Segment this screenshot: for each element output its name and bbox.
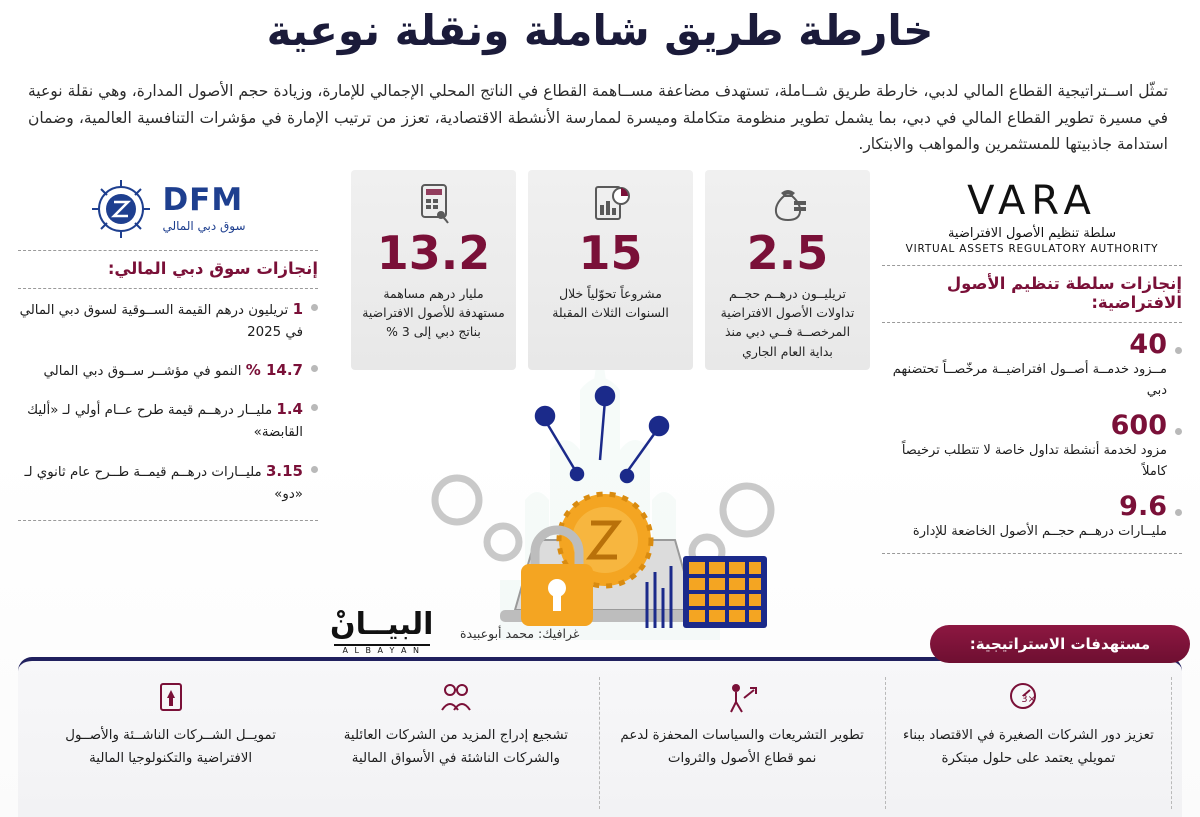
list-item xyxy=(882,409,1182,483)
dfm-logo xyxy=(18,178,318,240)
sme-gauge-icon xyxy=(1008,677,1048,719)
stat-card xyxy=(528,170,693,370)
objective-text: تشجيع إدراج المزيد من الشركات العائلية والشركات الناشئة في الأسواق المالية xyxy=(343,728,568,766)
objectives-tab-label: مستهدفات الاستراتيجية: xyxy=(930,625,1190,663)
intro-paragraph: تمثّل اســتراتيجية القطاع المالي لدبي، خارطة طريق شــاملة، تستهدف مضاعفة مســاهمة القطاع في الناتج المحلي الإجمالي للإمارة، وزيادة حجم الأصول المدارة، وهي نقلة نوعية في مسيرة تطوير القطاع المالي في دبي، بما يشمل تطوير منظومة متكاملة وميسرة لممارسة الأنشطة الاقتصادية، تعزز من ترتيب الإمارة في مؤشرات التنافسية العالمية، وضمان استدامة جاذبيتها للمستثمرين والمواهب والابتكار. xyxy=(28,82,1168,154)
list-item xyxy=(18,459,318,506)
list-item xyxy=(882,490,1182,543)
item-text: تريليون درهم القيمة الســوقية لسوق دبي المالي في 2025 xyxy=(19,303,303,341)
stat-label: تريليــون درهــم حجــم تداولات الأصول الافتراضية المرخصــة فــي دبي منذ بداية العام الجاري xyxy=(720,286,855,359)
objective-text: تمويــل الشــركات الناشــئة والأصــول الافتراضية والتكنولوجيا المالية xyxy=(65,728,277,766)
dfm-panel xyxy=(18,178,318,529)
item-value: 3.15 xyxy=(265,461,303,480)
stat-value: 2.5 xyxy=(746,226,829,280)
item-value: 1.4 xyxy=(276,400,303,419)
dfm-logo-name: DFM xyxy=(162,182,244,218)
vara-panel xyxy=(882,178,1182,562)
vara-logo-wordmark: VARA xyxy=(967,178,1097,224)
dfm-section-title: إنجازات سوق دبي المالي: xyxy=(107,259,318,278)
divider xyxy=(18,288,318,289)
stat-card xyxy=(351,170,516,370)
divider xyxy=(882,553,1182,554)
fintech-illustration xyxy=(395,360,815,660)
objectives-grid xyxy=(28,677,1172,809)
bullet-dot-icon xyxy=(311,404,318,411)
item-value: 40 xyxy=(1129,329,1167,360)
vara-logo xyxy=(882,178,1182,255)
svg-text:×3: ×3 xyxy=(1021,694,1037,705)
stat-value: 15 xyxy=(578,226,643,280)
bullet-dot-icon xyxy=(1175,509,1182,516)
dfm-emblem-icon xyxy=(90,178,152,240)
dfm-items xyxy=(18,297,318,506)
bullet-dot-icon xyxy=(311,466,318,473)
item-value: 9.6 xyxy=(1119,490,1167,522)
item-text: مزود لخدمة أنشطة تداول خاصة لا تتطلب ترخيصاً كاملاً xyxy=(901,443,1167,480)
item-value: 1 xyxy=(292,300,303,318)
divider xyxy=(18,520,318,521)
list-item xyxy=(882,331,1182,402)
objective-item xyxy=(886,677,1172,809)
objective-text: تطوير التشريعات والسياسات المحفزة لدعم نمو قطاع الأصول والثروات xyxy=(620,728,864,766)
vara-section-title: إنجازات سلطة تنظيم الأصول الافتراضية: xyxy=(946,274,1182,312)
graphic-credit: غرافيك: محمد أبوعبيدة xyxy=(460,626,580,641)
bullet-dot-icon xyxy=(311,365,318,372)
page-title: خارطة طريق شاملة ونقلة نوعية xyxy=(266,6,934,55)
objective-item xyxy=(600,677,886,809)
bullet-dot-icon xyxy=(1175,347,1182,354)
publisher-name-en: A L B A Y A N xyxy=(342,646,421,655)
calculator-hand-icon xyxy=(414,182,454,228)
objective-text: تعزيز دور الشركات الصغيرة في الاقتصاد ببناء تمويلي يعتمد على حلول مبتكرة xyxy=(902,728,1154,766)
vara-logo-arabic: سلطة تنظيم الأصول الافتراضية xyxy=(947,226,1117,241)
divider xyxy=(882,265,1182,266)
divider xyxy=(882,322,1182,323)
list-item xyxy=(18,358,318,383)
dfm-logo-sub: سوق دبي المالي xyxy=(162,219,246,233)
stat-card-row xyxy=(351,170,870,370)
list-item xyxy=(18,297,318,344)
item-text: مليــارات درهــم قيمــة طــرح عام ثانوي لـ «دو» xyxy=(24,464,303,502)
money-bag-icon xyxy=(767,182,809,228)
document-chart-icon xyxy=(590,182,632,228)
item-value: 600 xyxy=(1110,409,1167,441)
item-value: 14.7 % xyxy=(245,361,303,380)
family-business-icon xyxy=(438,677,474,719)
publisher-logo xyxy=(330,607,433,655)
bullet-dot-icon xyxy=(311,304,318,311)
bullet-dot-icon xyxy=(1175,428,1182,435)
item-text: مــزود خدمــة أصــول افتراضيــة مرخّصــاً تحتضنهم دبي xyxy=(892,362,1167,399)
publisher-name-ar: البيــانْ xyxy=(330,607,434,642)
vara-logo-english: VIRTUAL ASSETS REGULATORY AUTHORITY xyxy=(905,243,1159,255)
list-item xyxy=(18,397,318,444)
startup-rocket-icon xyxy=(153,677,189,719)
objective-item xyxy=(313,677,599,809)
stat-value: 13.2 xyxy=(376,226,491,280)
vara-items xyxy=(882,331,1182,543)
stat-card xyxy=(705,170,870,370)
item-text: النمو في مؤشــر ســوق دبي المالي xyxy=(43,364,242,380)
stat-label: مليار درهم مساهمة مستهدفة للأصول الافتراضية بناتج دبي إلى 3 % xyxy=(362,286,505,340)
divider xyxy=(18,250,318,251)
item-text: مليــارات درهــم حجــم الأصول الخاضعة للإدارة xyxy=(912,524,1167,540)
objective-item xyxy=(28,677,313,809)
policy-growth-icon xyxy=(724,677,760,719)
stat-label: مشروعاً تحوّلياً خلال السنوات الثلاث المقبلة xyxy=(552,286,669,321)
item-text: مليــار درهــم قيمة طرح عــام أولي لـ «أليك القابضة» xyxy=(27,403,303,441)
